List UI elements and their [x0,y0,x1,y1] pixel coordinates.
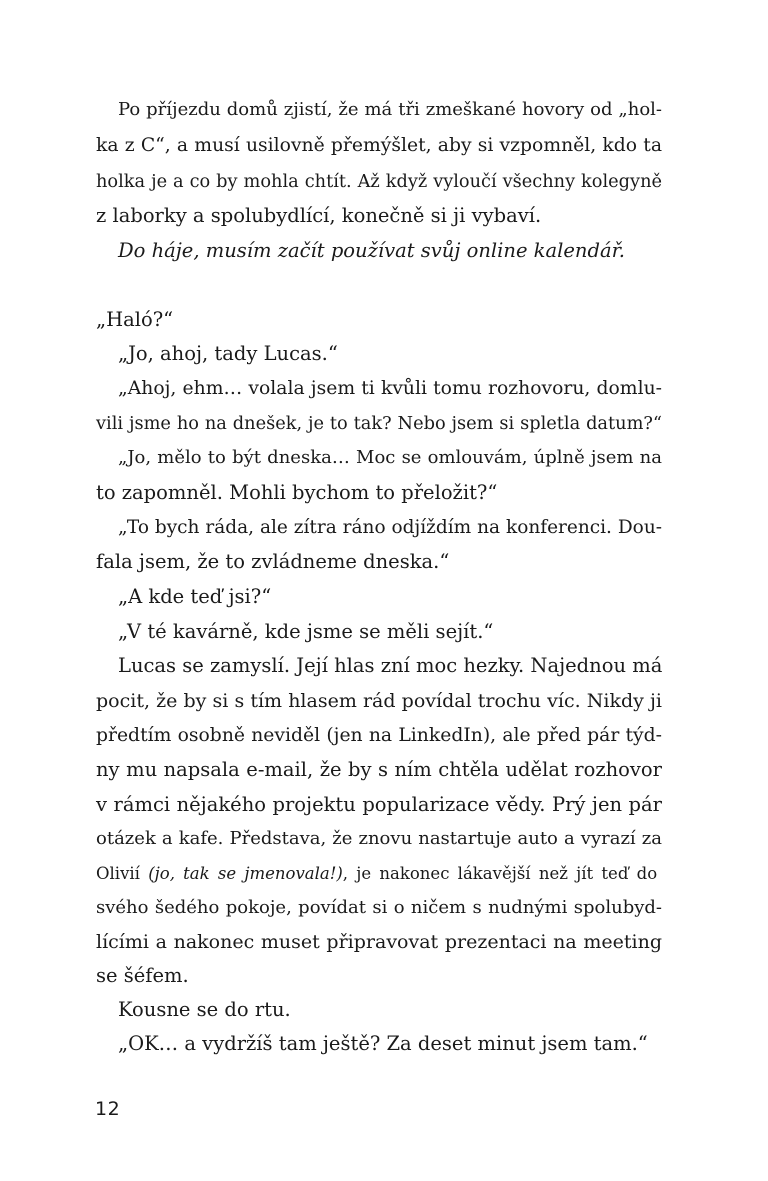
text-line: předtím osobně neviděl (jen na LinkedIn), ale před pár týd- [96,725,662,746]
dialogue-line: to zapomněl. Mohli bychom to přeložit?“ [96,481,498,504]
dialogue-line: „Ahoj, ehm… volala jsem ti kvůli tomu rozhovoru, domlu- [118,378,662,399]
text-line: se šéfem. [96,964,189,987]
text-line: Po příjezdu domů zjistí, že má tři zmeškané hovory od „hol- [118,99,662,120]
dialogue-line: „Jo, ahoj, tady Lucas.“ [118,342,338,365]
dialogue-line: „OK… a vydržíš tam ještě? Za deset minut jsem tam.“ [118,1032,648,1055]
text-span: , je nakonec lákavější než jít teď do [342,864,658,883]
text-line: pocit, že by si s tím hlasem rád povídal trochu víc. Nikdy ji [96,690,662,712]
dialogue-line: vili jsme ho na dnešek, je to tak? Nebo jsem si spletla datum?“ [96,414,662,434]
dialogue-line: fala jsem, že to zvládneme dneska.“ [96,550,450,573]
text-line: lícími a nakonec muset připravovat prezentaci na meeting [96,931,662,953]
text-line: Kousne se do rtu. [118,998,291,1021]
text-line: Lucas se zamyslí. Její hlas zní moc hezky. Najednou má [118,654,663,677]
italic-thought-line: Do háje, musím začít používat svůj online kalendář. [118,239,625,262]
dialogue-line: „To bych ráda, ale zítra ráno odjíždím na konferenci. Dou- [118,517,662,538]
dialogue-line: „Jo, mělo to být dneska… Moc se omlouvám, úplně jsem na [118,447,662,468]
page-number: 12 [95,1098,121,1120]
text-line: z laborky a spolubydlící, konečně si ji vybaví. [96,204,542,227]
text-line-mixed [96,856,662,892]
text-line: ka z C“, a musí usilovně přemýšlet, aby si vzpomněl, kdo ta [96,135,662,156]
text-line: holka je a co by mohla chtít. Až když vyloučí všechny kolegyně [96,172,662,192]
dialogue-line: „Haló?“ [96,308,174,331]
text-line: otázek a kafe. Představa, že znovu nastartuje auto a vyrazí za [96,828,662,849]
text-line: v rámci nějakého projektu popularizace vědy. Prý jen pár [96,793,662,816]
italic-aside: (jo, tak se jmenovala!) [148,864,343,883]
text-line: ny mu napsala e-mail, že by s ním chtěla udělat rozhovor [96,758,662,781]
dialogue-line: „A kde teď jsi?“ [118,585,272,608]
dialogue-line: „V té kavárně, kde jsme se měli sejít.“ [118,620,494,643]
text-span: Olivií [96,864,149,883]
text-line: svého šedého pokoje, povídat si o ničem s nudnými spolubyd- [96,897,662,918]
